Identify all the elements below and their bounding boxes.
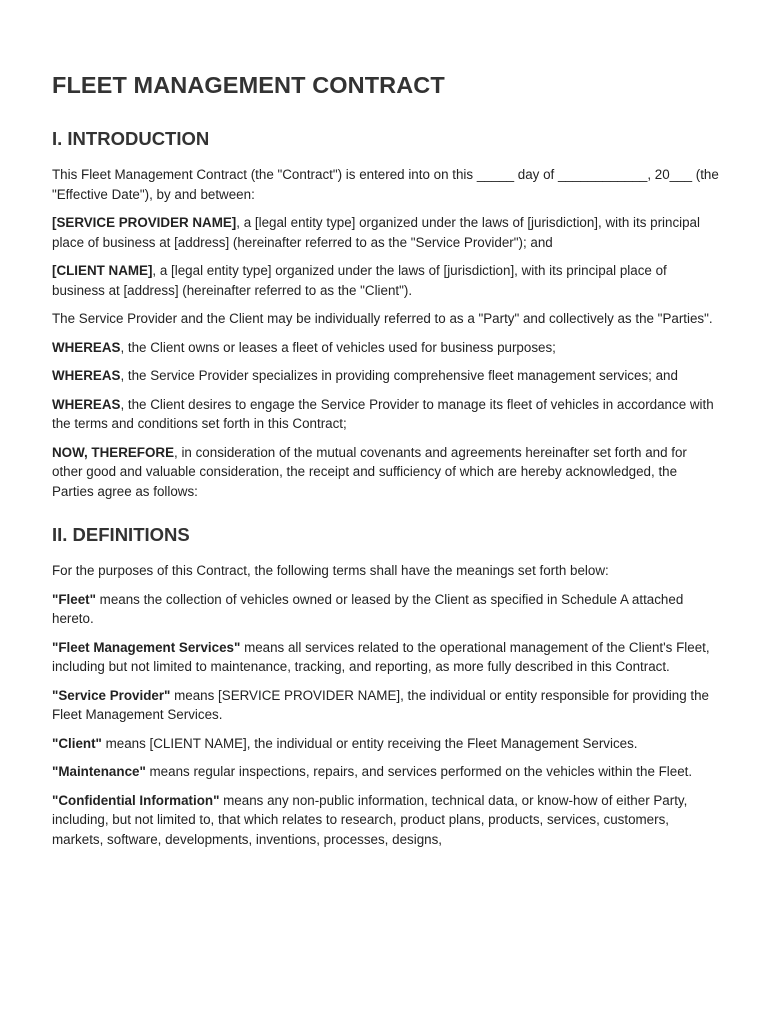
definition-term: "Service Provider": [52, 687, 171, 703]
service-provider-name: [SERVICE PROVIDER NAME]: [52, 215, 237, 230]
definition-term: "Fleet": [52, 591, 96, 607]
definition-term: "Fleet Management Services": [52, 639, 241, 655]
definition-term: "Maintenance": [52, 764, 146, 779]
definition-text: means any non-public information, technical data, or know-how of either Party, including, but not limited to, that which relates to research, product plans, products, services, customers, markets, software, developments, inventions, processes, designs,: [52, 792, 688, 847]
whereas-clause: [52, 395, 720, 434]
whereas-label: WHEREAS: [52, 368, 121, 383]
whereas-label: WHEREAS: [52, 339, 121, 355]
definition-item: [52, 590, 720, 629]
definition-term: "Confidential Information": [52, 792, 220, 808]
whereas-clause: [52, 366, 720, 386]
now-therefore-label: NOW, THEREFORE: [52, 444, 175, 460]
now-therefore-text: , in consideration of the mutual covenants and agreements hereinafter set forth and for other good and valuable consideration, the receipt and sufficiency of which are hereby acknowledged, the Parties agree as follows:: [52, 444, 687, 499]
intro-paragraph: This Fleet Management Contract (the "Contract") is entered into on this _____ day of ____________, 20___ (the "Effective Date"), by and between:: [52, 167, 719, 202]
definition-text: means all services related to the operational management of the Client's Fleet, including but not limited to maintenance, tracking, and reporting, as more fully described in this Contract.: [52, 639, 710, 674]
definition-text: means the collection of vehicles owned or leased by the Client as specified in Schedule A attached hereto.: [52, 591, 684, 626]
parties-paragraph: The Service Provider and the Client may be individually referred to as a "Party" and collectively as the "Parties".: [52, 311, 713, 326]
definition-item: [52, 791, 720, 850]
definition-term: "Client": [52, 735, 102, 751]
section-heading-definitions: II. DEFINITIONS: [52, 524, 190, 545]
section-heading-introduction: I. INTRODUCTION: [52, 128, 210, 149]
whereas-text: , the Service Provider specializes in providing comprehensive fleet management services; and: [120, 368, 678, 383]
document-title: FLEET MANAGEMENT CONTRACT: [52, 72, 445, 98]
service-provider-paragraph: [52, 213, 720, 252]
definition-item: [52, 638, 720, 677]
client-paragraph: [52, 261, 720, 300]
definition-text: means [SERVICE PROVIDER NAME], the individual or entity responsible for providing the Fleet Management Services.: [52, 687, 709, 722]
now-therefore-clause: [52, 443, 720, 502]
whereas-clause: [52, 338, 720, 358]
definition-text: means regular inspections, repairs, and services performed on the vehicles within the Fleet.: [145, 764, 693, 779]
definition-item: [52, 686, 720, 725]
definition-item: [52, 762, 720, 782]
whereas-text: , the Client desires to engage the Service Provider to manage its fleet of vehicles in accordance with the terms and conditions set forth in this Contract;: [52, 396, 714, 431]
client-name: [CLIENT NAME]: [52, 263, 153, 278]
whereas-text: , the Client owns or leases a fleet of vehicles used for business purposes;: [120, 339, 556, 355]
client-details: , a [legal entity type] organized under the laws of [jurisdiction], with its principal place of business at [address] (hereinafter referred to as the "Client").: [52, 263, 667, 298]
definition-text: means [CLIENT NAME], the individual or entity receiving the Fleet Management Services.: [101, 735, 638, 751]
whereas-label: WHEREAS: [52, 396, 121, 412]
service-provider-details: , a [legal entity type] organized under the laws of [jurisdiction], with its principal place of business at [address] (hereinafter referred to as the "Service Provider"); and: [52, 215, 700, 250]
definition-item: [52, 734, 720, 754]
definitions-lead: For the purposes of this Contract, the following terms shall have the meanings set forth below:: [52, 563, 609, 578]
